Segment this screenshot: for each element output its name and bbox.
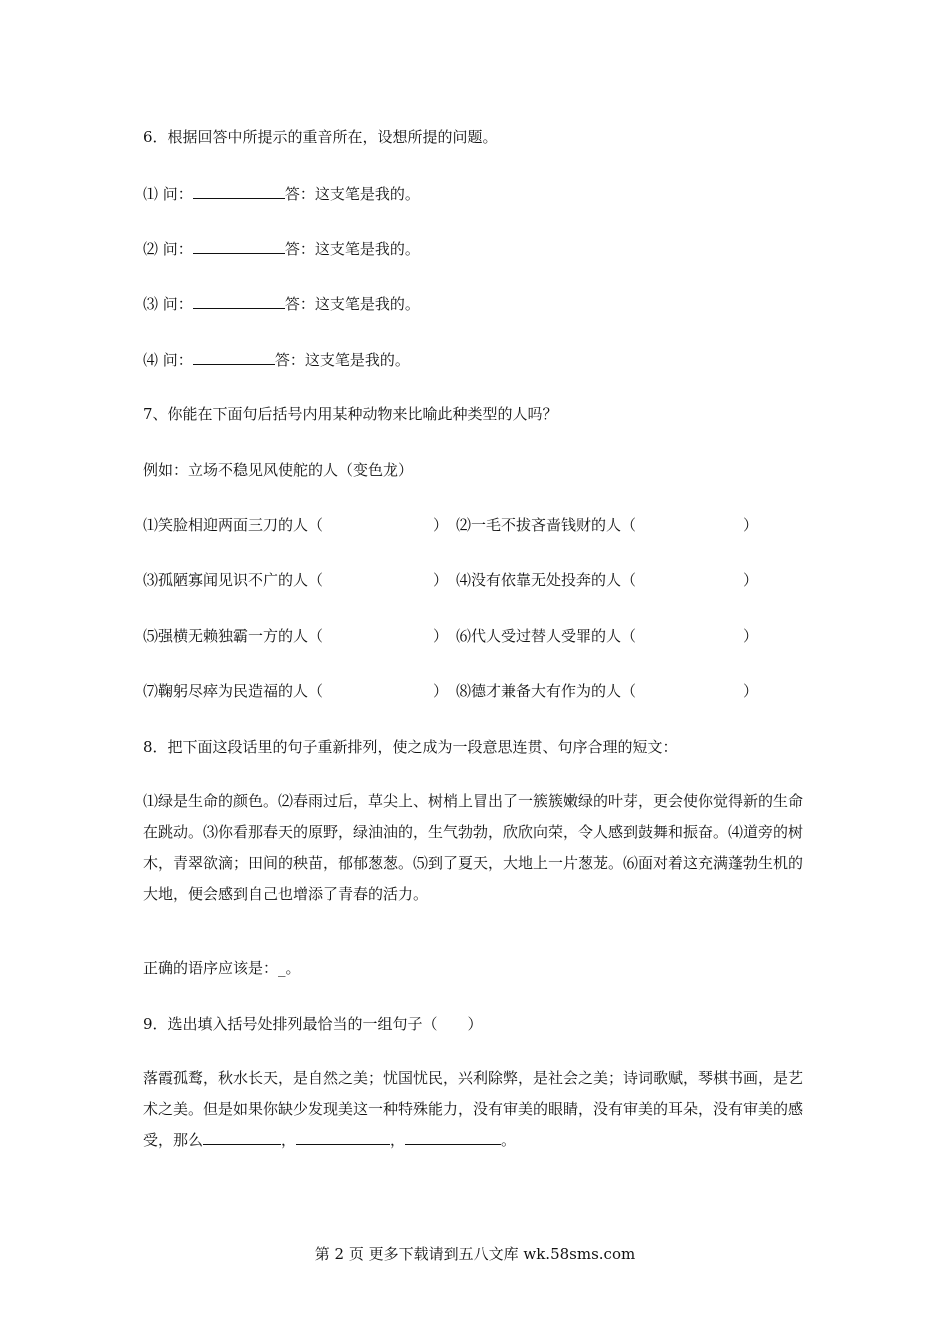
q7-close-left: ） [433,682,449,700]
q7-item-left: ⑴笑脸相迎两面三刀的人（ [143,516,324,534]
q7-item-right: ⑻德才兼备大有作为的人（ [456,682,637,700]
answer-text: 答：这支笔是我的。 [284,295,420,313]
q7-item-right: ⑹代人受过替人受罪的人（ [456,627,637,645]
q7-close-right: ） [743,627,759,645]
q8-title: 8．把下面这段话里的句子重新排列，使之成为一段意思连贯、句序合理的短文： [143,738,678,756]
answer-blank[interactable] [193,183,285,199]
ask-label: 问： [162,351,193,369]
q7-close-left: ） [433,627,449,645]
item-number: ⑷ [143,351,159,369]
q9-title: 9．选出填入括号处排列最恰当的一组句子（ ） [143,1015,483,1033]
q7-item-right: ⑵一毛不拔吝啬钱财的人（ [456,516,637,534]
q7-close-right: ） [743,516,759,534]
q7-item-left: ⑸强横无赖独霸一方的人（ [143,627,324,645]
answer-text: 答：这支笔是我的。 [284,185,420,203]
q9-text: 落霞孤鹜，秋水长天，是自然之美；忧国忧民，兴利除弊，是社会之美；诗词歌赋，琴棋书画，是艺术之美。但是如果你缺少发现美这一种特殊能力，没有审美的眼睛，没有审美的耳朵，没有审美的感受，那么 [143,1069,804,1149]
q7-close-left: ） [433,516,449,534]
answer-blank-2[interactable] [296,1129,390,1145]
q7-title: 7、你能在下面句后括号内用某种动物来比喻此种类型的人吗？ [143,405,558,423]
q9-sep-2: ， [390,1131,406,1149]
q7-row-2 [143,570,763,590]
q9-end: 。 [501,1131,517,1149]
ask-label: 问： [162,295,193,313]
q6-item-4 [143,349,410,370]
q7-row-1 [143,515,763,535]
q8-answer: 正确的语序应该是：_。 [143,959,301,977]
q7-close-right: ） [743,571,759,589]
q8-paragraph: ⑴绿是生命的颜色。⑵春雨过后，草尖上、树梢上冒出了一簇簇嫩绿的叶芽，更会使你觉得新的生命在跳动。⑶你看那春天的原野，绿油油的，生气勃勃，欣欣向荣，令人感到鼓舞和振奋。⑷道旁的树木，青翠欲滴；田间的秧苗，郁郁葱葱。⑸到了夏天，大地上一片葱茏。⑹面对着这充满蓬勃生机的大地，便会感到自己也增添了青春的活力。 [143,792,804,903]
answer-blank-1[interactable] [203,1129,281,1145]
q9-paragraph [143,1063,808,1156]
q7-close-left: ） [433,571,449,589]
q7-item-left: ⑶孤陋寡闻见识不广的人（ [143,571,324,589]
answer-blank[interactable] [193,293,285,309]
q6-title: 6．根据回答中所提示的重音所在，设想所提的问题。 [143,128,498,146]
answer-blank-3[interactable] [405,1129,501,1145]
answer-blank[interactable] [193,238,285,254]
answer-text: 答：这支笔是我的。 [284,240,420,258]
q7-row-4 [143,681,763,701]
answer-text: 答：这支笔是我的。 [274,351,410,369]
q6-item-1 [143,183,420,204]
q6-item-2 [143,238,420,259]
ask-label: 问： [162,240,193,258]
item-number: ⑴ [143,185,159,203]
ask-label: 问： [162,185,193,203]
q7-row-3 [143,626,763,646]
item-number: ⑶ [143,295,159,313]
q7-item-right: ⑷没有依靠无处投奔的人（ [456,571,637,589]
q9-sep-1: ， [281,1131,297,1149]
q7-item-left: ⑺鞠躬尽瘁为民造福的人（ [143,682,324,700]
page-footer: 第 2 页 更多下载请到五八文库 wk.58sms.com [314,1245,636,1263]
answer-blank[interactable] [193,349,275,365]
item-number: ⑵ [143,240,159,258]
q7-example: 例如：立场不稳见风使舵的人（变色龙） [143,461,414,479]
q6-item-3 [143,293,420,314]
q7-close-right: ） [743,682,759,700]
